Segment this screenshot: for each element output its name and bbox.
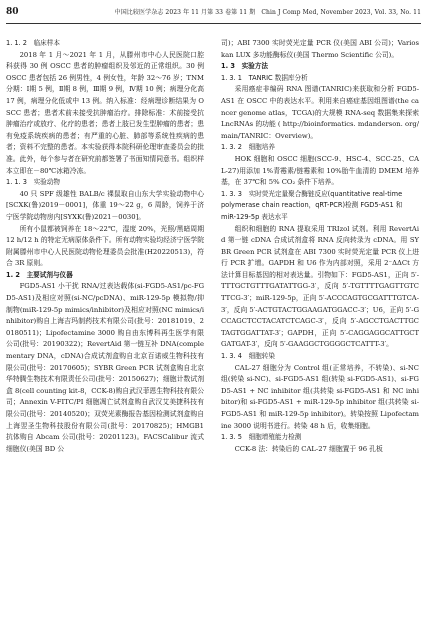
paragraph-reagents: FGD5-AS1 小干扰 RNA/过表达载体(si-FGD5-AS1/pc-FGD5-AS1)及相应对照(si-NC/pcDNA)、miR-129-5p 模拟物/抑制物(miR-129-5p mimics/inhibitor)及相应对照(NC mimics/inhibitor)购自上海吉玛制药技术有限公司(批号：20181019、20180511)；Lipofectamine 3000 购自由东博科再生医学有限公司(批号：20190322)；RevertAid 第一链互补 DNA(complementary DNA，cDNA)合成试剂盒购自北京百诺威生物科技有限公司(批号：20170605)；SYBR Green PCR 试剂盒购自北京华特腾生物技术有限责任公司(批号：20150627)；细胞计数试剂盒 8(cell counting kit-8，CCK-8)购自武汉菲恩生物科技有限公司；Annexin V-FITC/PI 细胞凋亡试剂盒购自武汉艾美捷科技有限公司(批号：20140520)；双荧光素酶报告基因检测试剂盒购自上海翌圣生物科技股份有限公司(批号：20170825)；HMGB1 抗体购自 Abcam 公司(批号：20201123)。FACSCalibur 流式细胞仪(美国 BD 公 <box>6 282 204 453</box>
section-heading-1-2: 1. 2 主要试剂与仪器 <box>6 270 73 279</box>
section-heading-1-3-2: 1. 3. 2 细胞培养 <box>221 143 275 152</box>
paragraph-housing: 所有小鼠都被饲养在 18～22℃，湿度 20%，光照/黑暗周期 12 h/12 h 的特定无病原体条件下。所有动物实验均经济宁医学院附属滕州市中心人民医院动物伦理委员会批准(H20220513)，符合 3R 原则。 <box>6 224 204 268</box>
section-heading-1-3-5: 1. 3. 5 细胞增殖能力检测 <box>221 433 302 442</box>
paragraph-tanric: 采用癌症非编码 RNA 图谱(TANRIC)来获取和分析 FGD5-AS1 在 OSCC 中的表达水平。利用来自癌症基因组图谱(the cancer genome atlas，TCGA)的大规模 RNA-seq 数据集来探索 LncRNAs 的功能 ( http://bioinformatics. mdanderson. org/main/TANRIC：Overview)。 <box>221 85 419 140</box>
running-header <box>6 7 421 24</box>
right-column <box>221 38 419 455</box>
section-heading-1-3-4: 1. 3. 4 细胞转染 <box>221 352 275 361</box>
section-heading-1-1-3: 1. 1. 3 实验动物 <box>6 178 60 187</box>
page-number: 80 <box>6 7 19 17</box>
paragraph-animals: 40 只 SPF 级雄性 BALB/c 裸鼠取自山东大学实验动物中心[SCXK(鲁)2019－0001]，体重 19～22 g，6 周龄，饲养于济宁医学院动物房内[SYXK(鲁)2021－0030]。 <box>6 189 204 221</box>
section-heading-1-3: 1. 3 实验方法 <box>221 62 268 71</box>
section-heading-1-3-3: 1. 3. 3 实时荧光定量聚合酶链反应(quantitative real-time polymerase chain reaction，qRT-PCR)检测 FGD5-AS1 和 miR-129-5p 表达水平 <box>221 189 403 221</box>
paragraph-clinical-samples: 2018 年 1 月～2021 年 1 月，从滕州市中心人民医院口腔科获得 30 例 OSCC 患者的肿瘤组织及邻近的正常组织。30 例 OSCC 患者包括 26 例男性，4 例女性，年龄 32～76 岁；TNM 分期：Ⅰ期 5 例，Ⅱ期 8 例，Ⅲ期 9 例，Ⅳ期 10 例；病理分化高 17 例，病理分化低或中 13 例。纳入标准：经病理诊断结果为 OSCC 患者；患者术前未接受抗肿瘤治疗。排除标准：术前接受抗肿瘤治疗或放疗、化疗的患者；患者上肢已发生型肿瘤的患者；患有免疫系统疾病的患者；有严重的心脏、肺部等系统性疾病的患者；资料不完整的患者。本实验获得本院科研伦理审查委员会的批准。此外，每个参与者在研究前都签署了书面知情同意书。组织样本立即在－80℃冰箱冷冻。 <box>6 50 204 175</box>
paragraph-reagents-continued: 司)；ABI 7300 实时荧光定量 PCR 仪(美国 ABI 公司)；Varioskan LUX 多功能酶标仪(美国 Thermo Scientific 公司)。 <box>221 39 419 59</box>
journal-citation: 中国比较医学杂志 2023 年 11 月第 33 卷第 11 期 Chin J Comp Med, November 2023, Vol. 33, No. 11 <box>114 9 421 16</box>
paragraph-cell-culture: HOK 细胞和 OSCC 细胞(SCC-9、HSC-4、SCC-25、CAL-27)用添加 1%青霉素/链霉素和 10%胎牛血清的 DMEM 培养基，在 37℃和 5% CO₂ 条件下培养。 <box>221 154 419 187</box>
paragraph-cck8: CCK-8 法：转染后的 CAL-27 细胞置于 96 孔板 <box>234 444 383 453</box>
section-heading-1-3-1: 1. 3. 1 TANRIC 数据库分析 <box>221 73 308 82</box>
paragraph-transfection: CAL-27 细胞分为 Control 组(正常培养，不转染)、si-NC 组(转染 si-NC)、si-FGD5-AS1 组(转染 si-FGD5-AS1)、si-FGD5-AS1 + NC inhibitor 组(共转染 si-FGD5-AS1 和 NC inhibitor)和 si-FGD5-AS1 + miR-129-5p inhibitor 组(共转染 si-FGD5-AS1 和 miR-129-5p inhibitor)。转染按照 Lipofectamine 3000 说明书进行。转染 48 h 后，收集细胞。 <box>221 363 419 430</box>
left-column <box>6 38 204 455</box>
section-heading-1-1-2: 1. 1. 2 临床样本 <box>6 39 60 47</box>
paragraph-qpcr: 组织和细胞的 RNA 提取采用 TRIzol 试剂。利用 RevertAid 第一链 cDNA 合成试剂盒将 RNA 反向转录为 cDNA。用 SYBR Green PCR 试剂盒在 ABI 7300 实时荧光定量 PCR 仪上进行 PCR 扩增。GAPDH 和 U6 作为内部对照，采用 2⁻ΔΔCt 方法计算目标基因的相对表达量。引物如下：FGD5-AS1，正向 5′-TTTGCTGTTTGATATTGG-3′，反向 5′-TGTTTTGAGTTGTCTTCG-3′；miR-129-5p，正向 5′-ACCCAGTGCGATTTGTCA-3′，反向 5′-ACTGTACTGGAAGATGGACC-3′；U6，正向 5′-GCCAGCTCCTACATCTCAGC-3′，反向 5′-AGCCTGACTTGCTAGTGGATTAT-3′；GAPDH，正向 5′-CAGGAGGCATTGCTGATGAT-3′，反向 5′-GAAGGCTGGGGCTCATTT-3′。 <box>221 224 419 349</box>
